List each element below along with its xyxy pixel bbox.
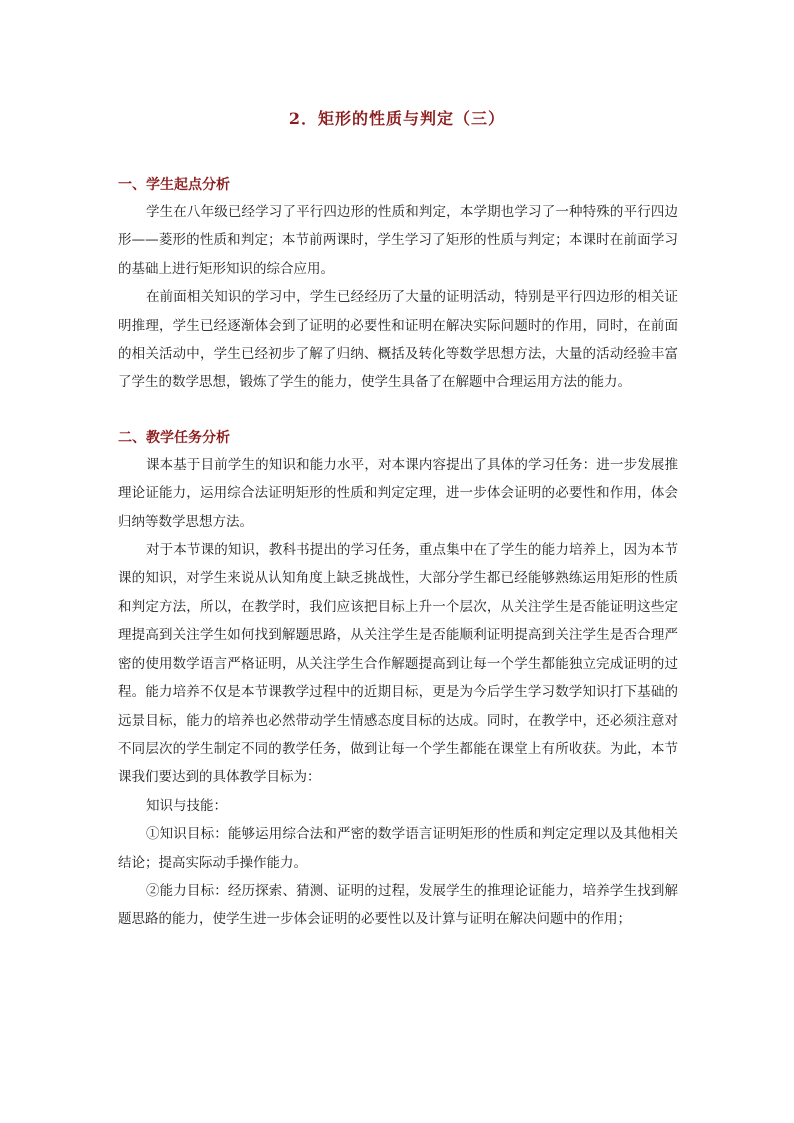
paragraph: 学生在八年级已经学习了平行四边形的性质和判定，本学期也学习了一种特殊的平行四边形——菱形的性质和判定；本节前两课时，学生学习了矩形的性质与判定；本课时在前面学习的基础上进行矩形知识的综合应用。	[118, 204, 678, 277]
paragraph: ②能力目标：经历探索、猜测、证明的过程，发展学生的推理论证能力，培养学生找到解题思路的能力，使学生进一步体会证明的必要性以及计算与证明在解决问题中的作用；	[118, 882, 678, 928]
paragraph: 对于本节课的知识，教科书提出的学习任务，重点集中在了学生的能力培养上，因为本节课的知识，对学生来说从认知角度上缺乏挑战性，大部分学生都已经能够熟练运用矩形的性质和判定方法，所以，在教学时，我们应该把目标上升一个层次，从关注学生是否能证明这些定理提高到关注学生如何找到解题思路，从关注学生是否能顺利证明提高到关注学生是否合理严密的使用数学语言严格证明，从关注学生合作解题提高到让每一个学生都能独立完成证明的过程。能力培养不仅是本节课教学过程中的近期目标，更是为今后学生学习数学知识打下基础的远景目标，能力的培养也必然带动学生情感态度目标的达成。同时，在教学中，还必须注意对不同层次的学生制定不同的教学任务，做到让每一个学生都能在课堂上有所收获。为此，本节课我们要达到的具体教学目标为：	[118, 542, 678, 786]
section-heading: 二、教学任务分析	[118, 429, 230, 446]
section-student-analysis	[118, 172, 678, 397]
document-body	[118, 172, 678, 934]
page-title: 2．矩形的性质与判定（三）	[288, 109, 506, 128]
section-teaching-task-analysis	[118, 425, 678, 934]
paragraph: 在前面相关知识的学习中，学生已经经历了大量的证明活动，特别是平行四边形的相关证明推理，学生已经逐渐体会到了证明的必要性和证明在解决实际问题时的作用，同时，在前面的相关活动中，学生已经初步了解了归纳、概括及转化等数学思想方法，大量的活动经验丰富了学生的数学思想，锻炼了学生的能力，使学生具备了在解题中合理运用方法的能力。	[118, 289, 678, 391]
paragraph: 课本基于目前学生的知识和能力水平，对本课内容提出了具体的学习任务：进一步发展推理论证能力，运用综合法证明矩形的性质和判定定理，进一步体会证明的必要性和作用，体会归纳等数学思想方法。	[118, 456, 678, 530]
paragraph-subheading: 知识与技能：	[146, 797, 227, 814]
section-heading: 一、学生起点分析	[118, 177, 230, 193]
paragraph: ①知识目标：能够运用综合法和严密的数学语言证明矩形的性质和判定定理以及其他相关结论；提高实际动手操作能力。	[118, 826, 678, 871]
